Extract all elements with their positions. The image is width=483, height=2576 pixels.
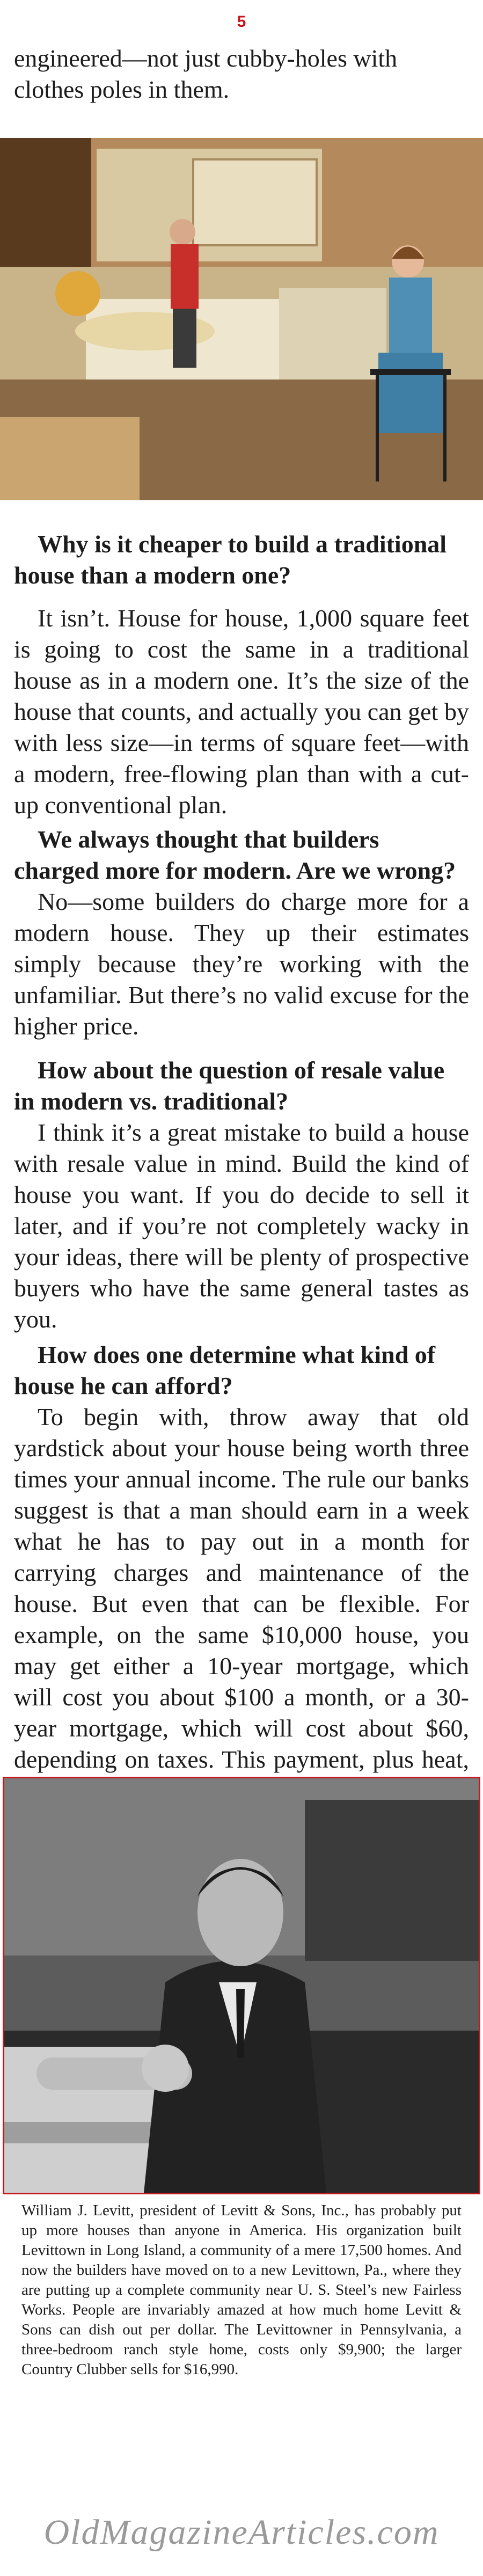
qa-block-1 (14, 529, 469, 821)
qa-block-4 (14, 1339, 469, 1840)
photo-caption: William J. Levitt, president of Levitt & Sons, Inc., has probably put up more houses than anyone in America. His organization built Levittown in Long Island, a community of a mere 17,500 homes. And now the builders have moved on to a new Levittown, Pa., where they are putting up a complete community near U. S. Steel’s new Fairless Works. People are invariably amazed at how much home Levitt & Sons can dish out per dollar. The Levittowner in Pennsylvania, a three-bedroom ranch style home, costs only $9,900; the larger Country Clubber sells for $16,990. (21, 2202, 462, 2378)
answer-text: No—some builders do charge more for a modern house. They up their estimates simply because they’re working with the unfamiliar. But there’s no valid excuse for the higher price. (14, 888, 469, 1040)
levitt-portrait-photo (3, 1777, 480, 2194)
question-heading: How about the question of resale value in modern vs. traditional? (14, 1056, 445, 1115)
qa-block-2 (14, 824, 469, 1042)
answer-text: It isn’t. House for house, 1,000 square feet is going to cost the same in a traditional house as in a modern one. It’s the size of the house that counts, and actually you can get by with less size—in terms of square feet—with a modern, free-flowing plan than with a cut-up conventional plan. (14, 604, 469, 819)
page-number: 5 (237, 13, 246, 31)
intro-text: engineered—not just cubby-holes with clothes poles in them. (14, 45, 398, 103)
kitchen-photo (0, 138, 483, 500)
question-heading: How does one determine what kind of house he can afford? (14, 1341, 436, 1399)
site-watermark: OldMagazineArticles.com (43, 2513, 440, 2552)
answer-body: To begin with, throw away that old yardstick about your house being worth three times your annual income. The rule our banks suggest is that a man should earn in a week what he has to pay out in a month for carrying charges and maintenance of the house. But even that can be flexible. For example, on the same $10,000 house, you may get either a 10-year mortgage, which will cost you about $100 a month, or a 30-year mortgage, which will cost about $60, depending on taxes. This payment, plus heat, (14, 1403, 469, 1773)
question-heading: We always thought that builders charged more for modern. Are we wrong? (14, 826, 456, 884)
question-heading: Why is it cheaper to build a traditional house than a modern one? (14, 530, 447, 589)
qa-block-3 (14, 1055, 469, 1335)
answer-text (14, 1402, 469, 1840)
answer-text: I think it’s a great mistake to build a house with resale value in mind. Build the kind of house you want. If you do decide to sell it later, and if you’re not completely wacky in your ideas, there will be plenty of prospective buyers who have the same general tastes as you. (14, 1119, 469, 1333)
